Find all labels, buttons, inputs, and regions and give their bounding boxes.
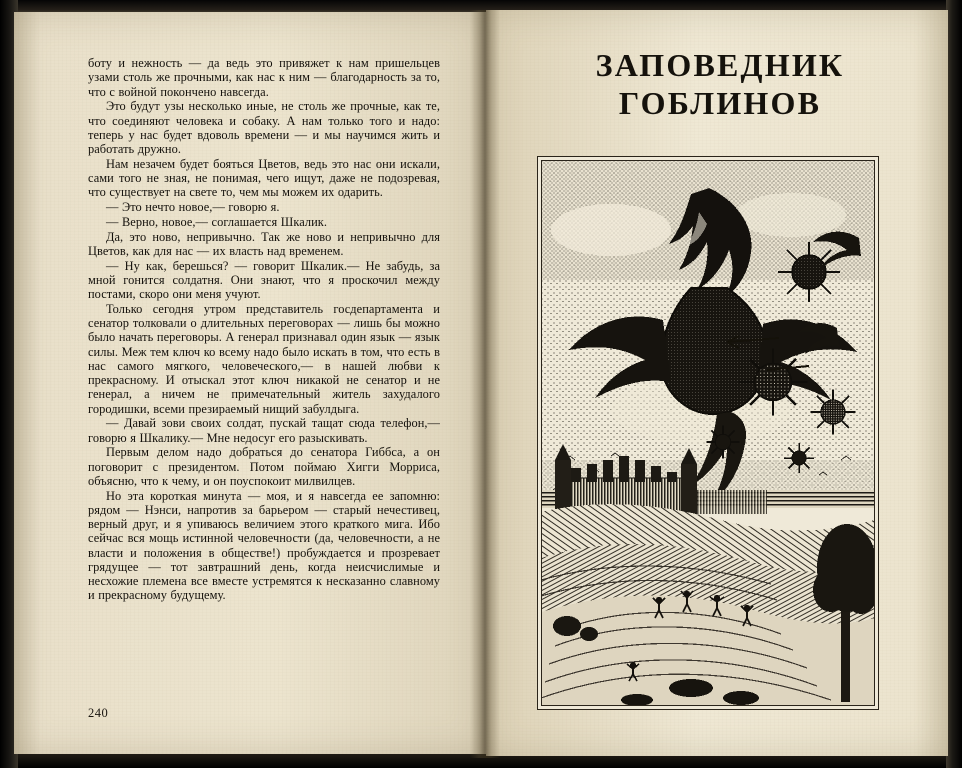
paragraph: Первым делом надо добраться до сенатора Гиббса, а он поговорит с президентом. Потом поймаю Хигги Морриса, объясню, что к чему, и он поуспокоит милвилцев.: [88, 445, 440, 488]
paragraph: Нам незачем будет бояться Цветов, ведь это нас они искали, сами того не зная, не понимая, чего ищут, даже не подозревая, что существует на свете то, чем мы можем их одарить.: [88, 156, 440, 200]
chapter-illustration: [541, 160, 875, 706]
paragraph: Только сегодня утром представитель госдепартамента и сенатор толковали о длительных переговорах — лишь бы можно было начать переговоры. А генерал признавал один язык — язык силы. Меж тем ключ ко всему надо было искать в том, что есть в нас самого мягкого, человеческого,— в нашей любви к прекрасному. И отыскал этот ключ никакой не сенатор и не генерал, а ничем не примечательный житель захудалого городишки, всеми презираемый нищий забулдыга.: [88, 301, 440, 416]
paragraph: боту и нежность — да ведь это привяжет к нам пришельцев узами столь же прочными, как нас к ним — благодарность за то, что с войной покончено навсегда.: [88, 56, 440, 99]
book-gutter: [470, 10, 500, 758]
spread-edge-right: [946, 0, 962, 768]
paragraph: Это будут узы несколько иные, не столь же прочные, как те, что соединяют человека и собаку. А нам только того и надо: теперь у нас будет вдоволь времени — и мы научимся жить и работать дружно.: [88, 99, 440, 156]
dialogue-line: — Ну как, берешься? — говорит Шкалик.— Не забудь, за мной гонится солдатня. Они знают, что я проскочил между постами, скоро они меня учуют.: [88, 258, 440, 301]
dialogue-line: — Верно, новое,— соглашается Шкалик.: [106, 214, 327, 229]
chapter-title: [520, 46, 920, 122]
dialogue-line: — Давай зови своих солдат, пускай тащат сюда телефон,— говорю я Шкалику.— Мне недосуг его разыскивать.: [88, 416, 440, 445]
chapter-title-line-1: ЗАПОВЕДНИК: [595, 47, 845, 83]
page-number: 240: [88, 706, 109, 720]
paragraph: Но эта короткая минута — моя, и я навсегда ее запомню: рядом — Нэнси, напротив за барьером — старый нечестивец, верный друг, и я упиваюсь величием этого краткого мига. Ибо сейчас вся мощь истинной человечности (да, человечности, а не власти и положения в обществе!) пробуждается и прозревает грядущее — тот завтрашний день, когда неисчислимые и несхожие племена все вместе устремятся к несказанно славному и прекрасному будущему.: [88, 488, 440, 603]
illustration-frame: [537, 156, 879, 710]
chapter-title-line-2: ГОБЛИНОВ: [618, 85, 822, 121]
dialogue-line: — Это нечто новое,— говорю я.: [106, 200, 280, 214]
body-text-column: [88, 56, 440, 603]
paragraph: Да, это ново, непривычно. Так же ново и непривычно для Цветов, как для нас — их власть над временем.: [88, 229, 440, 258]
